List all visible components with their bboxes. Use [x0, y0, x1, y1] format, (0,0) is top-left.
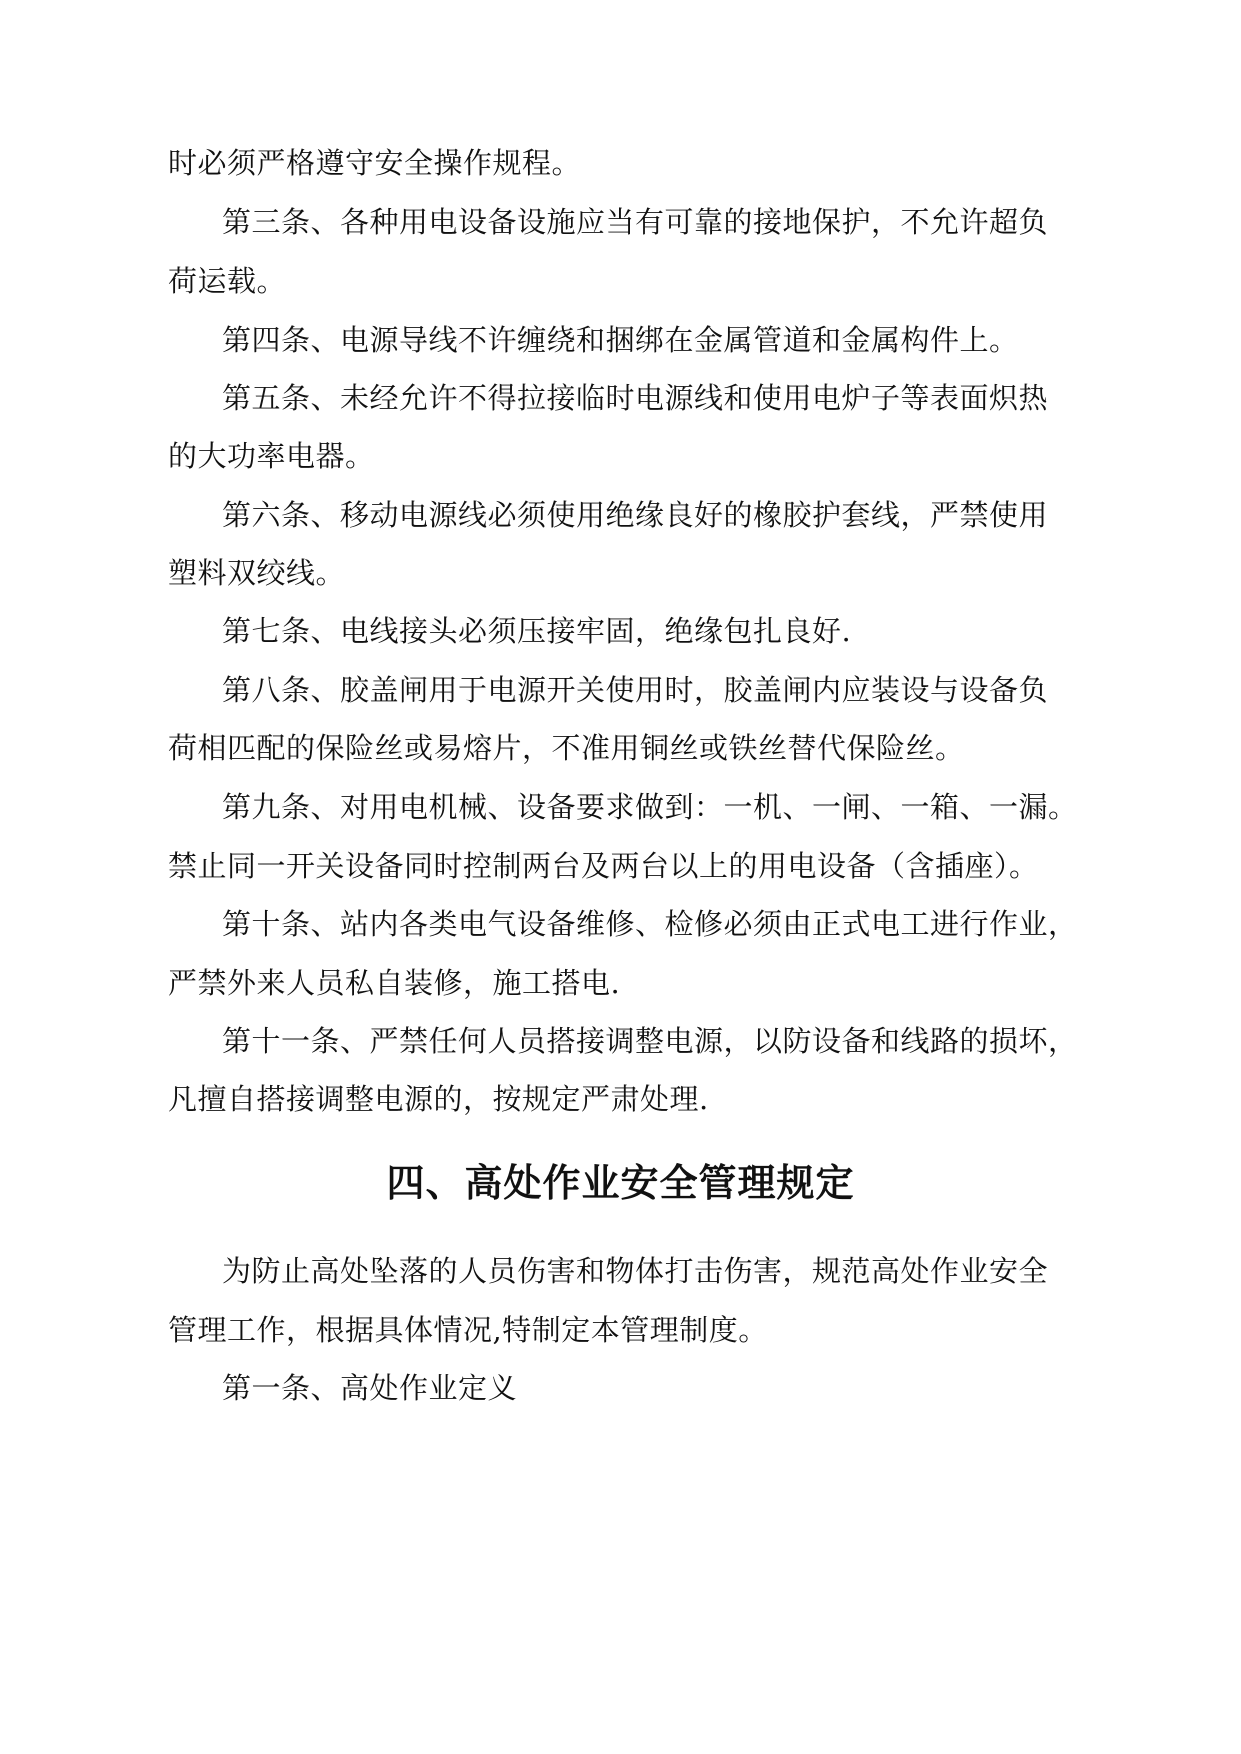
paragraph-line: 管理工作，根据具体情况,特制定本管理制度。	[168, 1313, 768, 1347]
section-heading: 四、高处作业安全管理规定	[386, 1160, 855, 1205]
paragraph-line: 第八条、胶盖闸用于电源开关使用时，胶盖闸内应装设与设备负	[222, 673, 1049, 707]
paragraph-line: 时必须严格遵守安全操作规程。	[168, 146, 582, 180]
paragraph-line: 第一条、高处作业定义	[222, 1371, 518, 1405]
paragraph-line: 禁止同一开关设备同时控制两台及两台以上的用电设备（含插座）。	[168, 849, 1039, 883]
paragraph-line: 严禁外来人员私自装修，施工搭电.	[168, 966, 621, 1000]
paragraph-line: 第十条、站内各类电气设备维修、检修必须由正式电工进行作业，	[222, 907, 1078, 941]
paragraph-line: 荷运载。	[168, 264, 287, 298]
paragraph-line: 塑料双绞线。	[168, 556, 346, 590]
paragraph-line: 荷相匹配的保险丝或易熔片，不准用铜丝或铁丝替代保险丝。	[168, 731, 965, 765]
paragraph-line: 第三条、各种用电设备设施应当有可靠的接地保护，不允许超负	[222, 205, 1049, 239]
paragraph-line: 凡擅自搭接调整电源的，按规定严肃处理.	[168, 1082, 709, 1116]
paragraph-line: 第四条、电源导线不许缠绕和捆绑在金属管道和金属构件上。	[222, 323, 1019, 357]
paragraph-line: 为防止高处坠落的人员伤害和物体打击伤害，规范高处作业安全	[222, 1254, 1049, 1288]
paragraph-line: 第七条、电线接头必须压接牢固，绝缘包扎良好.	[222, 614, 852, 648]
paragraph-line: 第十一条、严禁任何人员搭接调整电源，以防设备和线路的损坏，	[222, 1024, 1078, 1058]
paragraph-line: 第九条、对用电机械、设备要求做到：一机、一闸、一箱、一漏。	[222, 790, 1078, 824]
paragraph-line: 的大功率电器。	[168, 439, 375, 473]
paragraph-line: 第六条、移动电源线必须使用绝缘良好的橡胶护套线，严禁使用	[222, 498, 1049, 532]
paragraph-line: 第五条、未经允许不得拉接临时电源线和使用电炉子等表面炽热	[222, 381, 1049, 415]
